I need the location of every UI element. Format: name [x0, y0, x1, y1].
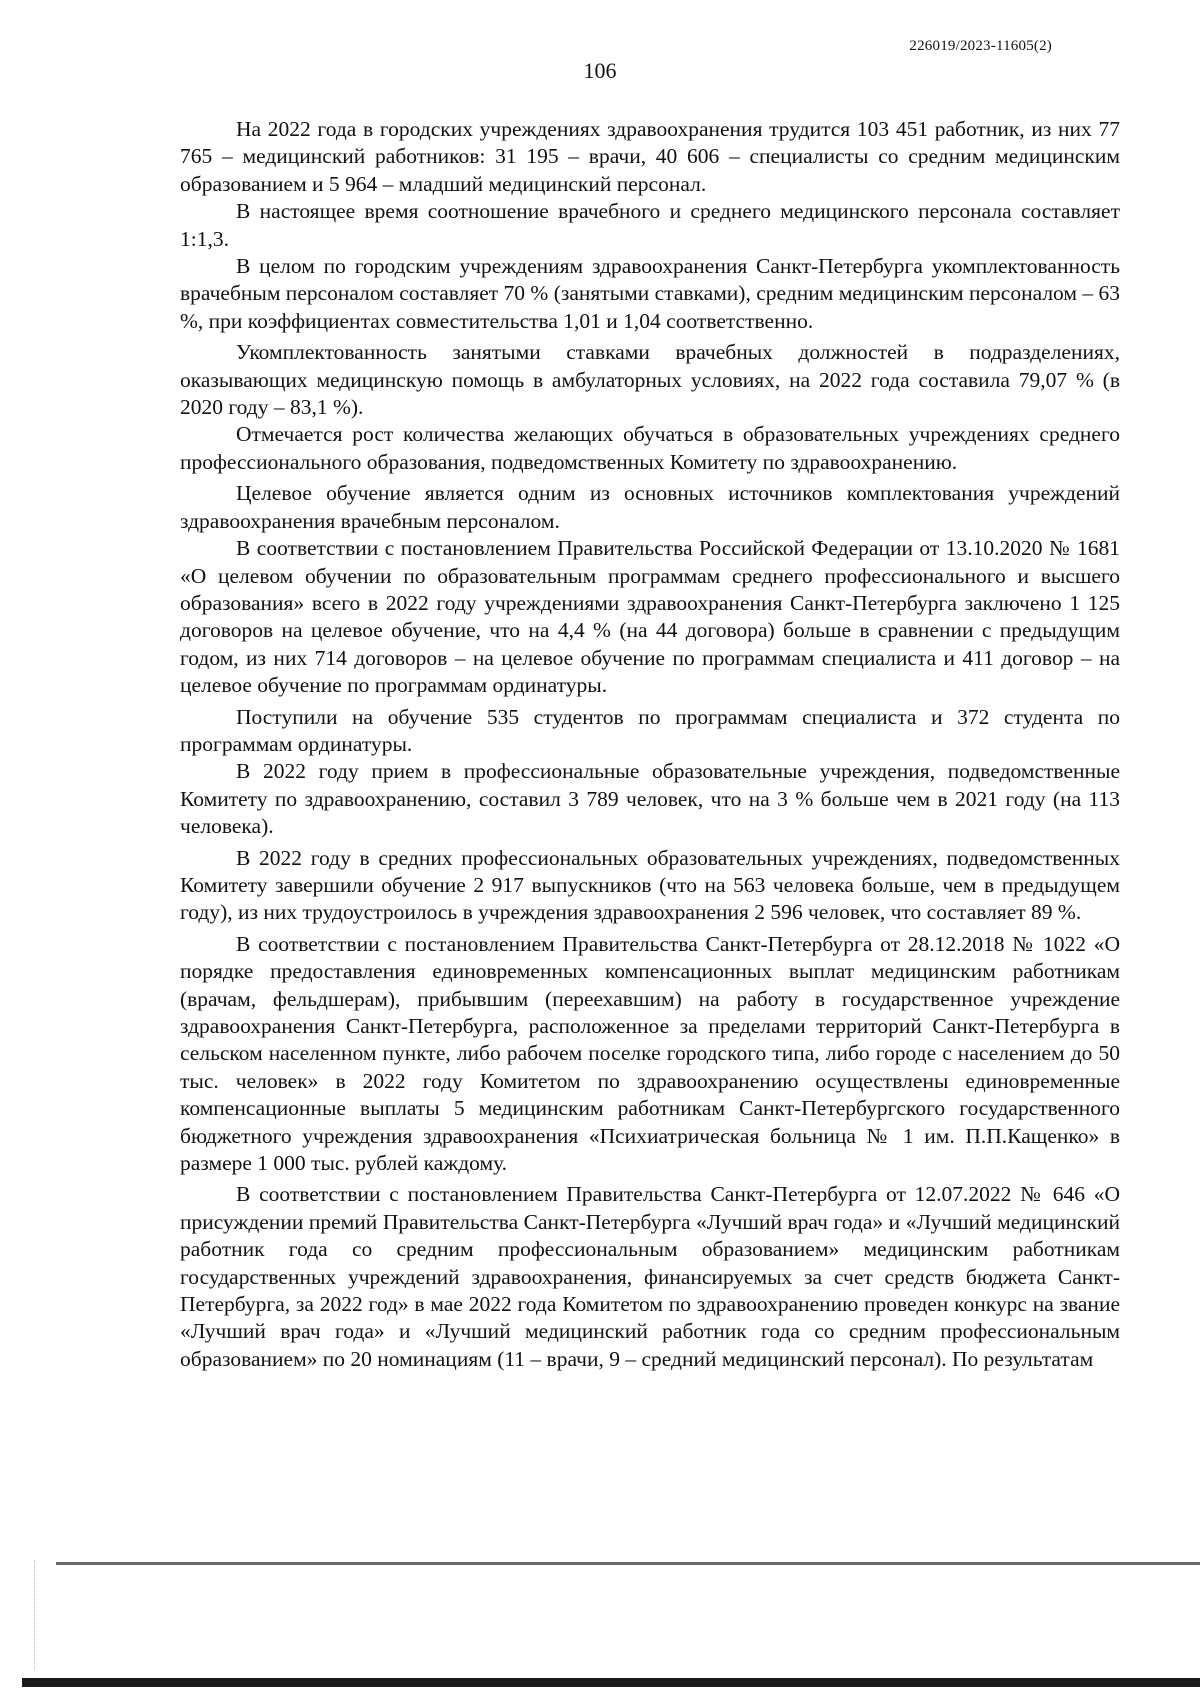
paragraph-admission: В 2022 году прием в профессиональные образовательные учреждения, подведомственные Комитету по здравоохранению, составил 3 789 человек, что на 3 % больше чем в 2021 году (на 113 человека).	[180, 759, 1120, 839]
paragraph-outpatient-staffing: Укомплектованность занятыми ставками врачебных должностей в подразделениях, оказывающих медицинскую помощь в амбулаторных условиях, на 2022 года составила 79,07 % (в 2020 году – 83,1 %).	[180, 340, 1120, 420]
paragraph-staff-ratio: В настоящее время соотношение врачебного и среднего медицинского персонала составляет 1:1,3.	[180, 199, 1120, 251]
paragraph-targeted-training: Целевое обучение является одним из основных источников комплектования учреждений здравоохранения врачебным персоналом.	[180, 481, 1120, 533]
paragraph-training-contracts: В соответствии с постановлением Правительства Российской Федерации от 13.10.2020 № 1681 «О целевом обучении по образовательным программам среднего профессионального и высшего образования» всего в 2022 году учреждениями здравоохранения Санкт-Петербурга заключено 1 125 договоров на целевое обучение, что на 4,4 % (на 44 договора) больше в сравнении с предыдущим годом, из них 714 договоров – на целевое обучение по программам специалиста и 411 договор – на целевое обучение по программам ординатуры.	[180, 536, 1120, 698]
scan-edge-line	[56, 1562, 1200, 1565]
paragraph-staff-count: На 2022 года в городских учреждениях здравоохранения трудится 103 451 работник, из них 77 765 – медицинский работников: 31 195 – врачи, 40 606 – специалисты со средним медицинским образованием и 5 964 – младший медицинский персонал.	[180, 117, 1120, 196]
paragraph-best-doctor-award: В соответствии с постановлением Правительства Санкт-Петербурга от 12.07.2022 № 646 «О присуждении премий Правительства Санкт-Петербурга «Лучший врач года» и «Лучший медицинский работник года со средним профессиональным образованием» медицинским работникам государственных учреждений здравоохранения, финансируемых за счет средств бюджета Санкт-Петербурга, за 2022 год» в мае 2022 года Комитетом по здравоохранению проведен конкурс на звание «Лучший врач года» и «Лучший медицинский работник года со средним профессиональным образованием» по 20 номинациям (11 – врачи, 9 – средний медицинский персонал). По результатам	[180, 1182, 1120, 1371]
paragraph-staffing-level: В целом по городским учреждениям здравоохранения Санкт-Петербурга укомплектованность врачебным персоналом составляет 70 % (занятыми ставками), средним медицинским персоналом – 63 %, при коэффициентах совместительства 1,01 и 1,04 соответственно.	[180, 254, 1121, 333]
document-body	[180, 116, 1120, 1373]
document-registration-number: 226019/2023-11605(2)	[909, 38, 1052, 54]
paragraph-graduates: В 2022 году в средних профессиональных образовательных учреждениях, подведомственных Комитету завершили обучение 2 917 выпускников (что на 563 человека больше, чем в предыдущем году), из них трудоустроилось в учреждения здравоохранения 2 596 человек, что составляет 89 %.	[180, 845, 1120, 925]
page-number: 106	[583, 58, 617, 83]
scan-artifact-dots	[34, 1560, 37, 1670]
scan-bottom-bar	[22, 1678, 1200, 1687]
paragraph-enrollment: Поступили на обучение 535 студентов по программам специалиста и 372 студента по программам ординатуры.	[180, 704, 1120, 756]
paragraph-education-demand: Отмечается рост количества желающих обучаться в образовательных учреждениях среднего профессионального образования, подведомственных Комитету по здравоохранению.	[180, 422, 1120, 474]
paragraph-compensation-payments: В соответствии с постановлением Правительства Санкт-Петербурга от 28.12.2018 № 1022 «О порядке предоставления единовременных компенсационных выплат медицинским работникам (врачам, фельдшерам), прибывшим (переехавшим) на работу в государственное учреждение здравоохранения Санкт-Петербурга, расположенное за пределами территорий Санкт-Петербурга в сельском населенном пункте, либо рабочем поселке городского типа, либо городе с населением до 50 тыс. человек» в 2022 году Комитетом по здравоохранению осуществлены единовременные компенсационные выплаты 5 медицинским работникам Санкт-Петербургского государственного бюджетного учреждения здравоохранения «Психиатрическая больница № 1 им. П.П.Кащенко» в размере 1 000 тыс. рублей каждому.	[180, 931, 1120, 1176]
